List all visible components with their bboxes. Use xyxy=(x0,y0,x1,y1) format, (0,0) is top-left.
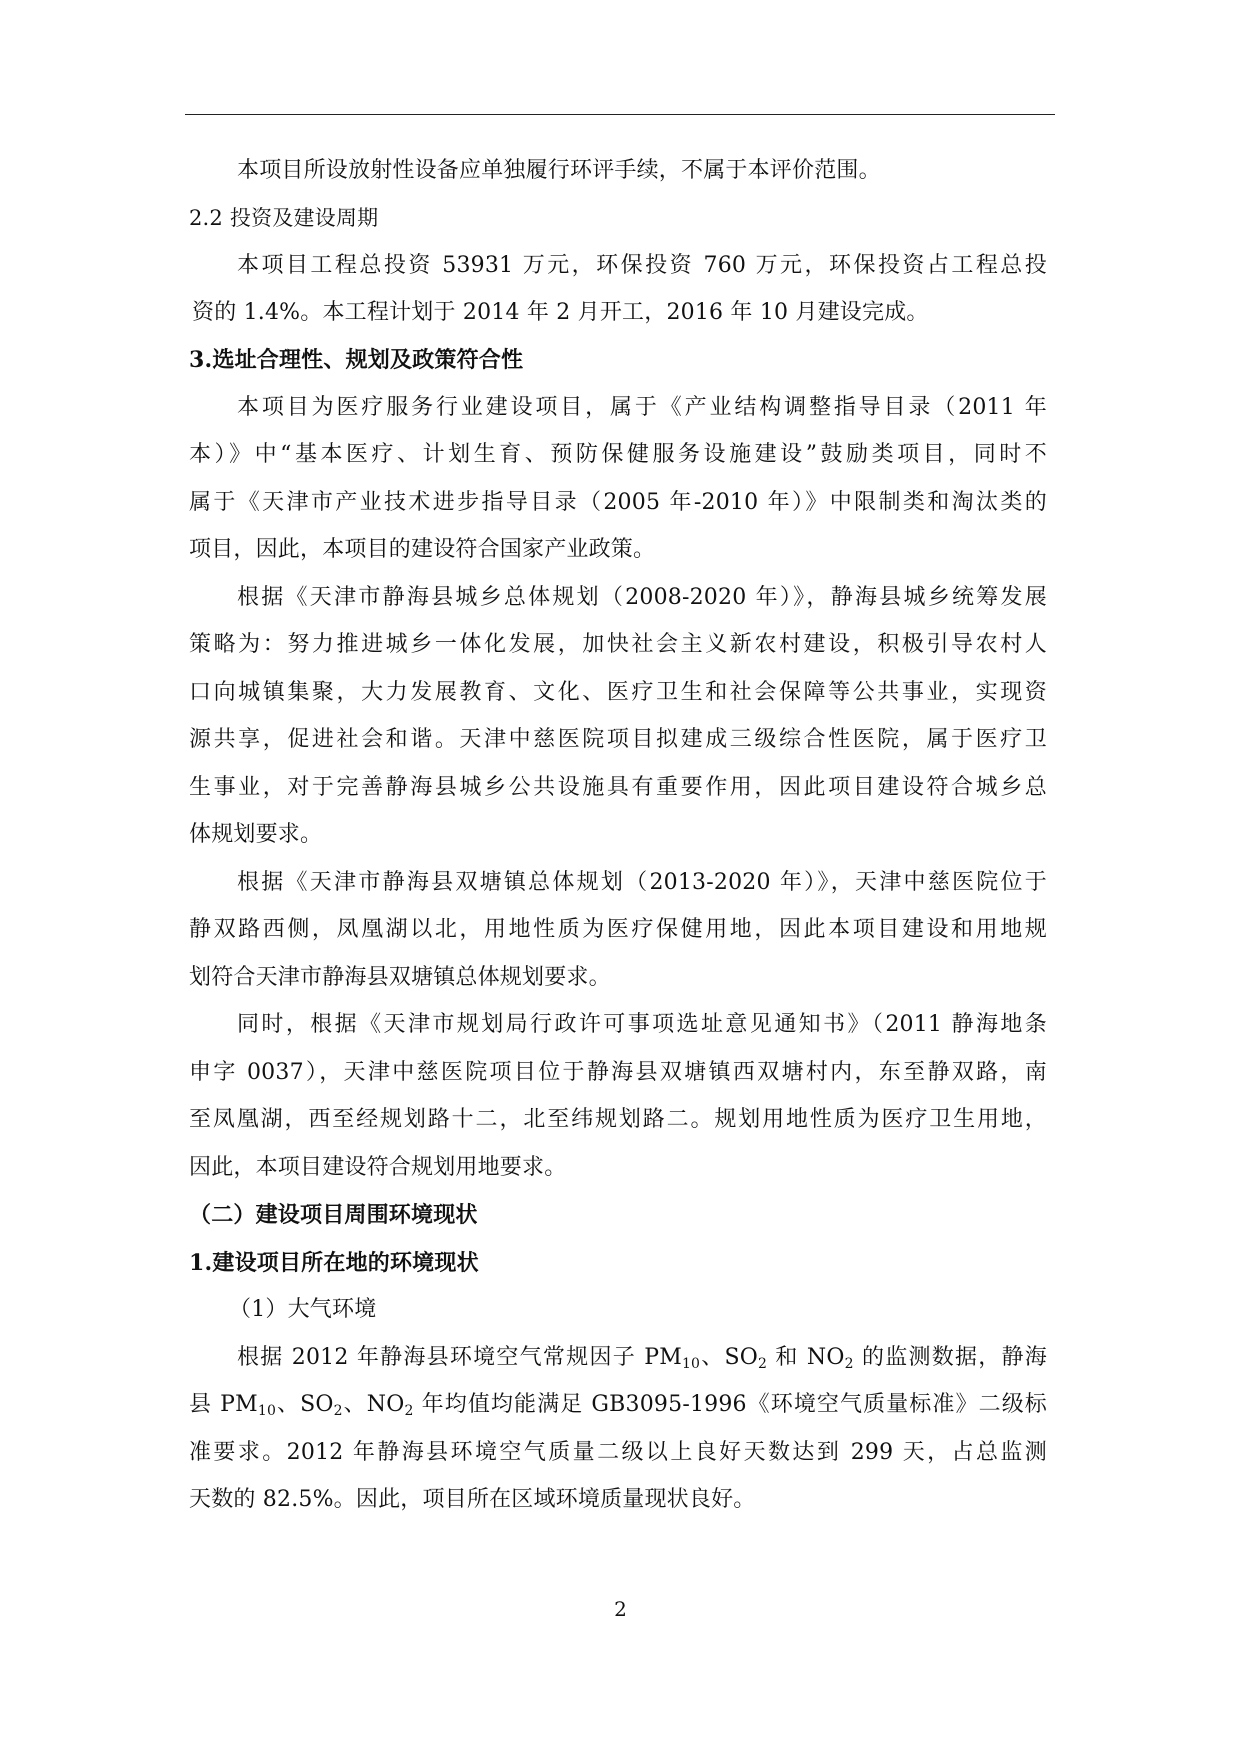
paragraph-line: 申字 0037），天津中慈医院项目位于静海县双塘镇西双塘村内，东至静双路，南 xyxy=(189,1060,1047,1085)
paragraph-line: 资的 1.4%。本工程计划于 2014 年 2 月开工，2016 年 10 月建设完成。 xyxy=(192,300,929,325)
paragraph-line: 本项目工程总投资 53931 万元，环保投资 760 万元，环保投资占工程总投 xyxy=(237,253,1047,278)
section-heading: 1.建设项目所在地的环境现状 xyxy=(189,1250,479,1276)
paragraph-line: 体规划要求。 xyxy=(189,822,323,847)
paragraph-line: 同时，根据《天津市规划局行政许可事项选址意见通知书》（2011 静海地条 xyxy=(237,1012,1047,1037)
paragraph-line: 本项目为医疗服务行业建设项目，属于《产业结构调整指导目录（2011 年 xyxy=(237,395,1047,420)
paragraph-line: 因此，本项目建设符合规划用地要求。 xyxy=(189,1155,567,1180)
subsection-heading: （1）大气环境 xyxy=(229,1297,377,1322)
section-heading: 3.选址合理性、规划及政策符合性 xyxy=(189,347,524,373)
paragraph-line: 生事业，对于完善静海县城乡公共设施具有重要作用，因此项目建设符合城乡总 xyxy=(189,775,1047,800)
paragraph-line: 划符合天津市静海县双塘镇总体规划要求。 xyxy=(189,965,611,990)
paragraph-line: 口向城镇集聚，大力发展教育、文化、医疗卫生和社会保障等公共事业，实现资 xyxy=(189,680,1047,705)
paragraph-line-air: 县 $PM_{10}$、$SO_2$、$NO_2$ 年均值均能满足 GB3095-1996《环境空气质量标准》二级标 xyxy=(189,1392,1047,1419)
paragraph-line: 准要求。2012 年静海县环境空气质量二级以上良好天数达到 299 天，占总监测 xyxy=(189,1440,1047,1465)
paragraph-line: 本项目所设放射性设备应单独履行环评手续，不属于本评价范围。 xyxy=(237,158,881,183)
paragraph-line: 策略为：努力推进城乡一体化发展，加快社会主义新农村建设，积极引导农村人 xyxy=(189,632,1047,657)
paragraph-line: 项目，因此，本项目的建设符合国家产业政策。 xyxy=(189,537,656,562)
paragraph-line: 天数的 82.5%。因此，项目所在区域环境质量现状良好。 xyxy=(189,1487,756,1512)
paragraph-line: 属于《天津市产业技术进步指导目录（2005 年-2010 年）》中限制类和淘汰类的 xyxy=(189,490,1047,515)
paragraph-line: 根据《天津市静海县双塘镇总体规划（2013-2020 年）》，天津中慈医院位于 xyxy=(237,870,1047,895)
section-heading: （二）建设项目周围环境现状 xyxy=(189,1202,478,1228)
paragraph-line-air: 根据 2012 年静海县环境空气常规因子 $PM_{10}$、$SO_2$ 和 $NO_2$ 的监测数据，静海 xyxy=(237,1345,1047,1372)
section-heading: 2.2 投资及建设周期 xyxy=(189,206,379,230)
page-number: 2 xyxy=(614,1597,627,1621)
paragraph-line: 根据《天津市静海县城乡总体规划（2008-2020 年）》，静海县城乡统筹发展 xyxy=(237,585,1047,610)
paragraph-line: 至凤凰湖，西至经规划路十二，北至纬规划路二。规划用地性质为医疗卫生用地， xyxy=(189,1107,1047,1132)
paragraph-line: 本）》中“基本医疗、计划生育、预防保健服务设施建设”鼓励类项目，同时不 xyxy=(189,442,1047,467)
paragraph-line: 静双路西侧，凤凰湖以北，用地性质为医疗保健用地，因此本项目建设和用地规 xyxy=(189,917,1047,942)
header-rule xyxy=(185,114,1055,115)
paragraph-line: 源共享，促进社会和谐。天津中慈医院项目拟建成三级综合性医院，属于医疗卫 xyxy=(189,727,1047,752)
